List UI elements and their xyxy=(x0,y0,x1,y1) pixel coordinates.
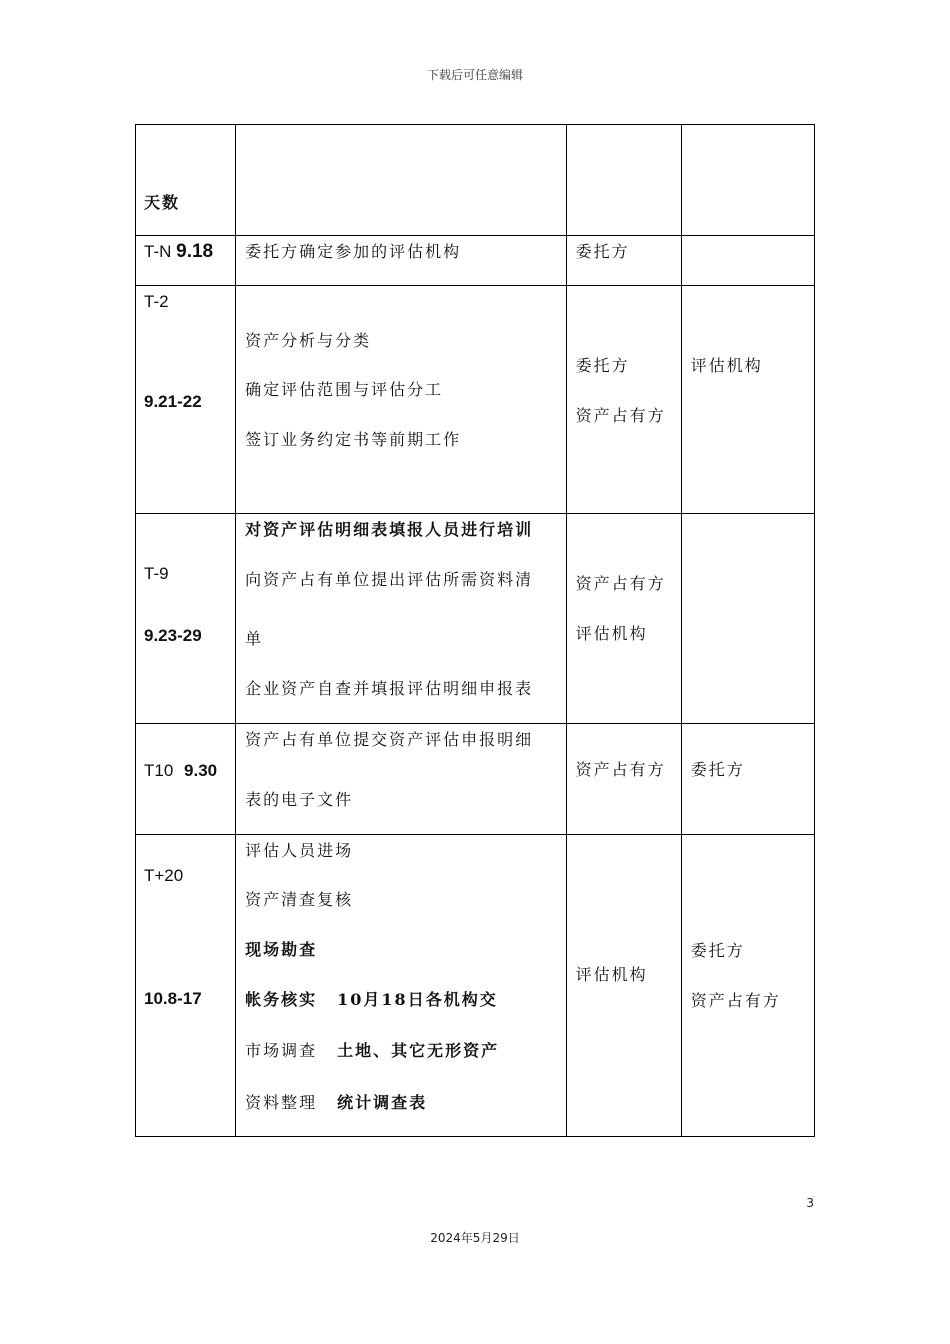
day-date: 9.23-29 xyxy=(144,626,202,645)
task-line: 现场勘查 xyxy=(245,940,318,959)
task-line: 签订业务约定书等前期工作 xyxy=(245,430,462,449)
header-days-label: 天数 xyxy=(144,193,181,212)
party-line: 委托方 xyxy=(575,356,630,375)
task-cell xyxy=(236,236,566,286)
table-row xyxy=(136,236,815,286)
task-line: 向资产占有单位提出评估所需资料清 xyxy=(245,570,534,589)
day-cell xyxy=(136,514,236,724)
table-row xyxy=(136,286,815,514)
party-cell xyxy=(566,835,681,1137)
task-line xyxy=(245,990,498,1010)
task-cell xyxy=(236,286,566,514)
task-note: 10月18日各机构交 xyxy=(337,990,498,1009)
table-row xyxy=(136,724,815,835)
schedule-table xyxy=(135,124,815,1137)
task-main: 资料整理 xyxy=(245,1093,318,1112)
day-cell xyxy=(136,236,236,286)
page-header: 下载后可任意编辑 xyxy=(426,68,523,82)
task-note: 土地、其它无形资产 xyxy=(337,1041,500,1060)
party-cell xyxy=(566,286,681,514)
task-line: 资产分析与分类 xyxy=(245,331,372,350)
day-date: 10.8-17 xyxy=(144,989,202,1008)
party-line: 委托方 xyxy=(690,941,745,960)
task-note: 统计调查表 xyxy=(337,1093,428,1112)
party-cell xyxy=(566,724,681,835)
day-label: T-2 xyxy=(144,292,169,311)
party-cell xyxy=(681,514,814,724)
task-line: 企业资产自查并填报评估明细申报表 xyxy=(245,679,534,698)
page-number: 3 xyxy=(806,1196,814,1210)
task-line: 资产清查复核 xyxy=(245,890,354,909)
task-cell xyxy=(236,835,566,1137)
table-header-row xyxy=(136,125,815,236)
task-line: 表的电子文件 xyxy=(245,790,354,809)
day-label: T-N xyxy=(144,242,172,261)
day-label: T-9 xyxy=(144,564,169,583)
task-line: 对资产评估明细表填报人员进行培训 xyxy=(245,520,534,539)
task-line: 单 xyxy=(245,629,264,648)
day-label: T+20 xyxy=(144,866,184,885)
task-line xyxy=(245,1041,499,1061)
party-line: 评估机构 xyxy=(575,624,648,643)
task-line: 委托方确定参加的评估机构 xyxy=(245,242,462,261)
party-line: 委托方 xyxy=(690,760,745,779)
party-cell xyxy=(681,835,814,1137)
day-label: T10 xyxy=(144,761,174,780)
task-cell xyxy=(236,724,566,835)
task-main: 市场调查 xyxy=(245,1041,318,1060)
day-cell xyxy=(136,286,236,514)
task-line: 确定评估范围与评估分工 xyxy=(245,380,444,399)
task-line: 评估人员进场 xyxy=(245,841,354,860)
day-date: 9.21-22 xyxy=(144,392,202,411)
day-date: 9.18 xyxy=(176,241,214,262)
task-main: 帐务核实 xyxy=(245,990,318,1009)
party-line: 资产占有方 xyxy=(575,574,666,593)
party-line: 资产占有方 xyxy=(690,991,781,1010)
task-cell xyxy=(236,514,566,724)
day-date: 9.30 xyxy=(184,761,218,780)
day-cell xyxy=(136,835,236,1137)
task-line xyxy=(245,1093,427,1113)
task-line: 资产占有单位提交资产评估申报明细 xyxy=(245,730,534,749)
party-cell xyxy=(681,236,814,286)
day-cell xyxy=(136,724,236,835)
footer-date: 2024年5月29日 xyxy=(430,1231,520,1245)
party-line: 评估机构 xyxy=(575,965,648,984)
party-cell xyxy=(566,236,681,286)
party-cell xyxy=(681,724,814,835)
party-line: 委托方 xyxy=(575,242,630,261)
party-line: 资产占有方 xyxy=(575,760,666,779)
party-line: 评估机构 xyxy=(690,356,763,375)
header-cell-days xyxy=(136,125,236,236)
table-row xyxy=(136,514,815,724)
party-line: 资产占有方 xyxy=(575,406,666,425)
party-cell xyxy=(566,514,681,724)
party-cell xyxy=(681,286,814,514)
table-row xyxy=(136,835,815,1137)
